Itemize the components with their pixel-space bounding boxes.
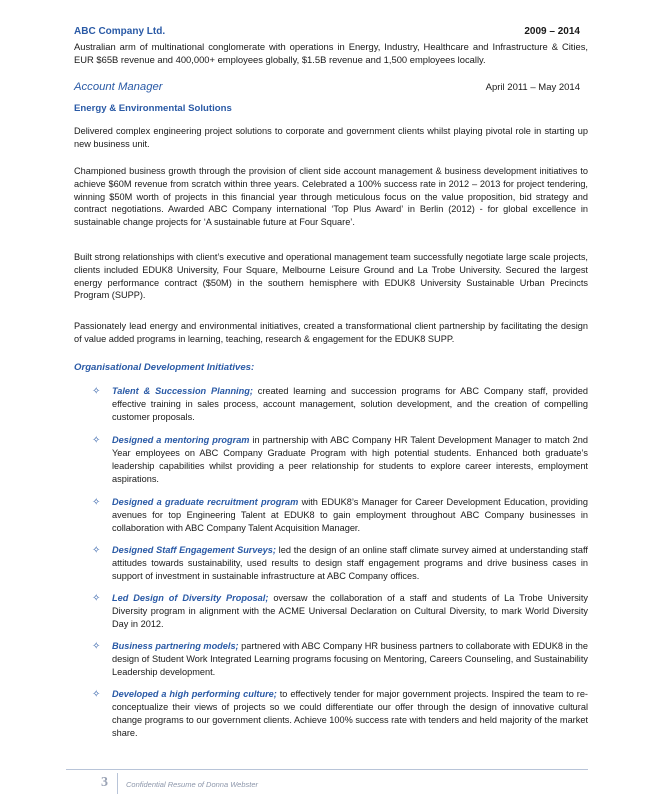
list-item — [92, 385, 588, 424]
paragraph-1: Delivered complex engineering project solutions to corporate and government clients whilst playing pivotal role in starting up new business unit. — [74, 126, 588, 149]
item-text: led the design of an online staff climate survey aimed at understanding staff attitudes towards sustainability, used results to design staff engagement programs and drive business cases in support of investment in sustainable infrastructure at ABC Company offices. — [112, 545, 588, 581]
company-dates: 2009 – 2014 — [524, 26, 580, 37]
initiatives-heading: Organisational Development Initiatives: — [74, 362, 255, 373]
list-item — [92, 640, 588, 679]
diamond-bullet-icon: ✧ — [92, 593, 101, 604]
division-title: Energy & Environmental Solutions — [74, 103, 232, 114]
item-lead: Led Design of Diversity Proposal; — [112, 593, 269, 603]
list-item — [92, 544, 588, 583]
footer-divider — [66, 769, 588, 770]
company-description: Australian arm of multinational conglomerate with operations in Energy, Industry, Healthcare and Infrastructure & Cities, EUR $65B revenue and 400,000+ employees globally, $1.5B revenue and 1,500 employees locally. — [74, 41, 588, 65]
item-lead: Talent & Succession Planning; — [112, 386, 253, 396]
footer-separator — [117, 773, 118, 794]
item-lead: Designed a mentoring program — [112, 435, 250, 445]
paragraph-4: Passionately lead energy and environmental initiatives, created a transformational client partnership by facilitating the design of value added programs in learning, teaching, research & engagement for the EDUK8 SUPP. — [74, 321, 588, 344]
role-header — [74, 81, 588, 93]
diamond-bullet-icon: ✧ — [92, 497, 101, 508]
item-text: created learning and succession programs for ABC Company staff, provided effective training in sales process, account management, solution development, and the creation of compelling customer proposals. — [112, 386, 588, 422]
diamond-bullet-icon: ✧ — [92, 689, 101, 700]
item-text: partnered with ABC Company HR business partners to collaborate with EDUK8 in the design of Student Work Integrated Learning programs focusing on Mentoring, Careers Counseling, and Sustainability Leadership development. — [112, 641, 588, 677]
footer-text: Confidential Resume of Donna Webster — [126, 780, 259, 789]
item-lead: Developed a high performing culture; — [112, 689, 277, 699]
role-dates: April 2011 – May 2014 — [485, 82, 580, 93]
paragraph-3: Built strong relationships with client’s executive and operational management team successfully negotiate large scale projects, clients included EDUK8 University, Four Square, Melbourne Leisure Ground and La Trobe University. Secured the largest energy performance contract ($50M) in the southern hemisphere with EDUK8 University Sustainable Urban Precincts Program (SUPP). — [74, 252, 588, 301]
role-title: Account Manager — [74, 81, 163, 93]
item-lead: Designed Staff Engagement Surveys; — [112, 545, 276, 555]
company-name: ABC Company Ltd. — [74, 26, 166, 37]
item-text: oversaw the collaboration of a staff and students of La Trobe University Diversity program in alignment with the ACME Universal Declaration on Cultural Diversity, to mark World Diversity Day in 2012. — [112, 593, 588, 629]
item-lead: Designed a graduate recruitment program — [112, 497, 299, 507]
item-text: in partnership with ABC Company HR Talent Development Manager to match 2nd Year employees on ABC Company Graduate Program with high potential students. Enhanced both graduate’s leadership capabilities whilst providing a peer relationship for students to explore career interests, employment aspirations. — [112, 435, 588, 484]
paragraph-2: Championed business growth through the provision of client side account management & business development initiatives to achieve $60M revenue from scratch within three years. Celebrated a 100% success rate in 2012 – 2013 for project tendering, winning $50M worth of projects in this financial year through meticulous focus on the value proposition, bid strategy and contract negotiations. Awarded ABC Company international ‘Top Plus Award’ in Berlin (2012) - for global excellence in sustainable change projects for ‘A sustainable future at Four Square’. — [74, 166, 588, 228]
item-text: to effectively tender for major government projects. Inspired the team to re-conceptualize their views of projects so we could differentiate our offer through the design of innovative cultural change programs to our government clients. Achieve 100% success rate with tenders and held majority of the market share. — [112, 689, 588, 738]
item-lead: Business partnering models; — [112, 641, 239, 651]
list-item — [92, 592, 588, 631]
item-text: with EDUK8’s Manager for Career Development Education, providing avenues for top Engineering Talent at EDUK8 to gain employment throughout ABC Company businesses in collaboration with ABC Company Talent Acquisition Manager. — [112, 497, 588, 533]
diamond-bullet-icon: ✧ — [92, 545, 101, 556]
company-header — [74, 26, 588, 37]
list-item — [92, 496, 588, 535]
page-number: 3 — [101, 775, 108, 790]
diamond-bullet-icon: ✧ — [92, 435, 101, 446]
list-item — [92, 434, 588, 486]
diamond-bullet-icon: ✧ — [92, 386, 101, 397]
list-item — [92, 688, 588, 740]
diamond-bullet-icon: ✧ — [92, 641, 101, 652]
